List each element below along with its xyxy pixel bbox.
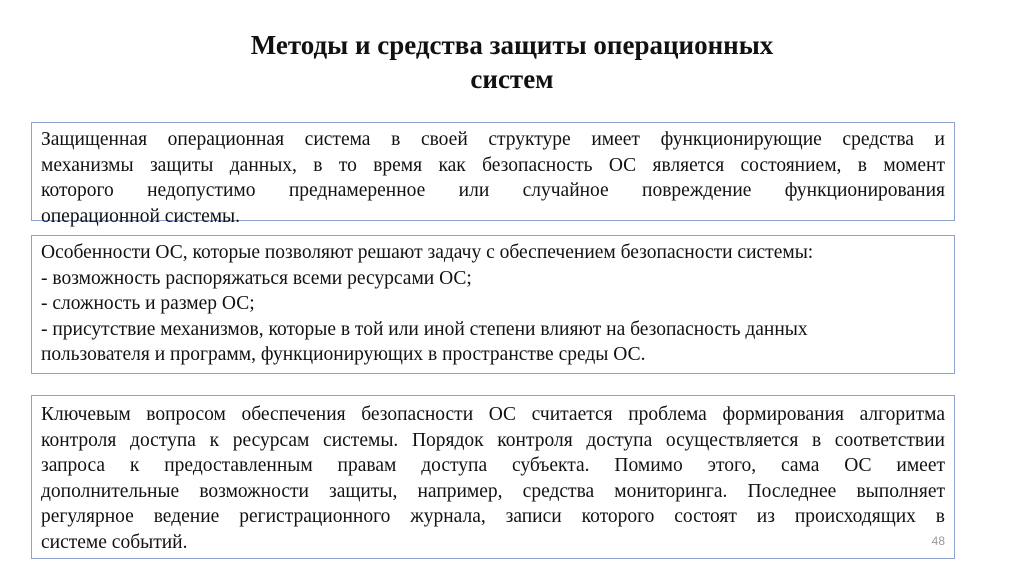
text-line: Защищенная операционная система в своей структуре имеет функционирующие средства и [41,129,945,150]
text-line: операционной системы. [41,205,241,227]
text-line: - сложность и размер ОС; [41,293,255,314]
title-line-2: систем [470,64,554,94]
text-line: которого недопустимо преднамеренное или случайное повреждение функционирования [41,180,945,201]
text-box-secure-os-definition [31,122,955,227]
text-line: контроля доступа к ресурсам системы. Порядок контроля доступа осуществляется в соответствии [41,429,945,451]
text-box-os-features [31,235,955,374]
text-line: системе событий. [41,531,188,553]
text-box-access-control [31,395,955,559]
text-line: Ключевым вопросом обеспечения безопасности ОС считается проблема формирования алгоритма [41,404,945,425]
text-line: дополнительные возможности защиты, например, средства мониторинга. Последнее выполняет [41,480,945,502]
text-line: механизмы защиты данных, в то время как безопасность ОС является состоянием, в момент [41,154,945,176]
text-line: Особенности ОС, которые позволяют решают задачу с обеспечением безопасности системы: [41,242,814,263]
title-line-1: Методы и средства защиты операционных [250,30,774,60]
text-line: - присутствие механизмов, которые в той или иной степени влияют на безопасность данных [41,318,808,340]
text-line: запроса к предоставленным правам доступа субъекта. Помимо этого, сама ОС имеет [41,455,945,476]
slide-title [0,28,1024,96]
text-line: пользователя и программ, функционирующих в пространстве среды ОС. [41,344,646,365]
text-line: регулярное ведение регистрационного журнала, записи которого состоят из происходящих в [41,506,945,527]
text-line: - возможность распоряжаться всеми ресурсами ОС; [41,267,472,289]
page-number: 48 [931,533,945,548]
